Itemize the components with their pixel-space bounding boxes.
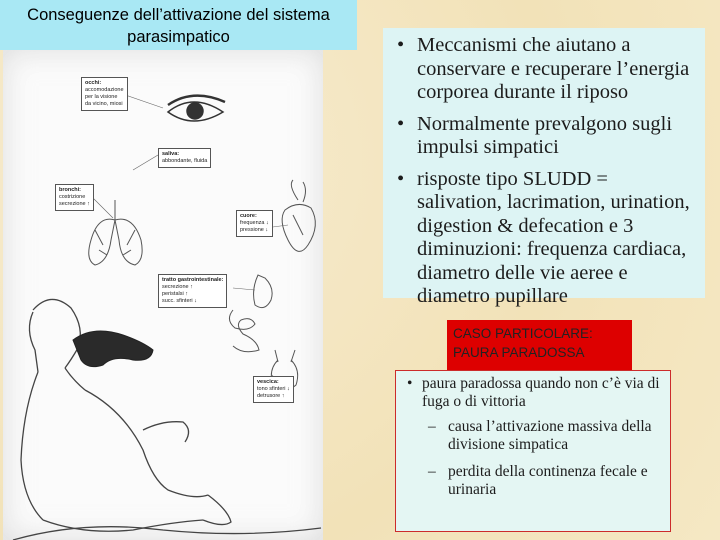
label-vescica: vescica: tono sfinteri ↓ detrusore ↑	[253, 376, 294, 403]
label-saliva: saliva: abbondante, fluida	[158, 148, 211, 168]
eye-drawing	[168, 96, 225, 121]
special-case-banner	[447, 320, 632, 372]
paradoxical-fear-box	[395, 370, 671, 532]
human-figure-drawing	[13, 299, 321, 540]
hand-object-drawing	[73, 331, 153, 367]
bullet-energy: • Meccanismi che aiutano a conservare e recuperare l’energia corporea durante il riposo	[391, 34, 697, 105]
bullet-sludd: • risposte tipo SLUDD = salivation, lacrimation, urination, digestion & defecation e 3 diminuzioni: frequenza cardiaca, diametro delle vie aeree e diametro pupillare	[391, 168, 697, 309]
gut-drawing	[229, 275, 272, 352]
label-bronchi: bronchi: costrizione secrezione ↑	[55, 184, 94, 211]
label-cuore: cuore: frequenza ↓ pressione ↓	[236, 210, 273, 237]
special-case-line-2: PAURA PARADOSSA	[453, 345, 585, 360]
bullet-paradoxical-fear: • paura paradossa quando non c’è via di fuga o di vittoria	[402, 375, 664, 411]
label-occhi: occhi: accomodazione per la visione da vicino, miosi	[81, 77, 128, 111]
heart-drawing	[282, 180, 315, 251]
title-line-2: parasimpatico	[127, 28, 230, 46]
parasympathetic-summary-box	[383, 28, 705, 307]
bullet-prevalence: • Normalmente prevalgono sugli impulsi simpatici	[391, 113, 697, 160]
title-line-1: Conseguenze dell’attivazione del sistema	[27, 6, 330, 24]
sub-bullet-continence: – perdita della continenza fecale e urinaria	[402, 463, 664, 499]
special-case-line-1: CASO PARTICOLARE:	[453, 326, 593, 341]
sub-bullet-sympathetic: – causa l’attivazione massiva della divisione simpatica	[402, 418, 664, 454]
anatomy-figure	[3, 50, 323, 540]
slide-title	[0, 0, 357, 50]
label-tratto-gastrointestinale: tratto gastrointestinale: secrezione ↑ peristalsi ↑ succ. sfinteri ↓	[158, 274, 227, 308]
lungs-drawing	[89, 200, 142, 265]
